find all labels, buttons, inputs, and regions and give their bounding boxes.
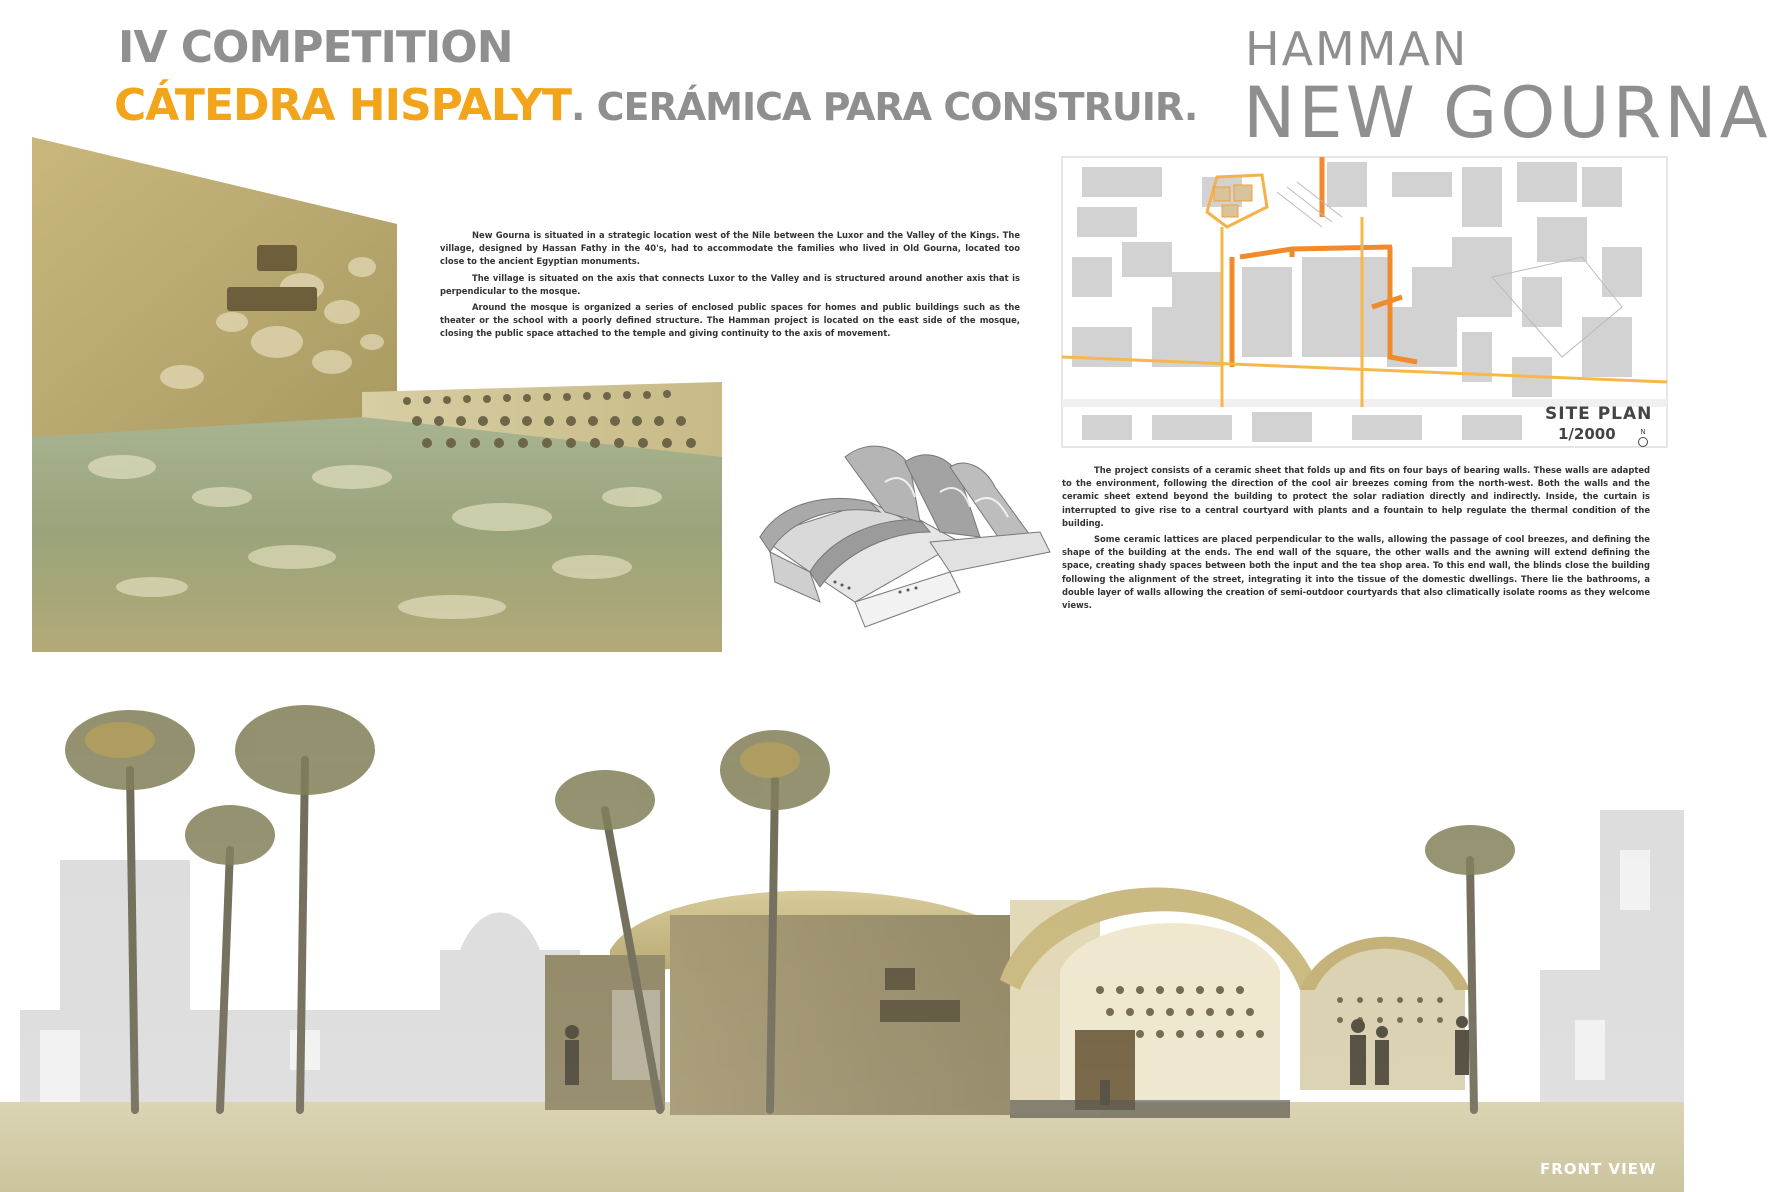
front-view-render — [0, 690, 1684, 1192]
intro-text — [440, 229, 1020, 344]
project-paragraph: Some ceramic lattices are placed perpendicular to the walls, allowing the passage of cool breezes, and defining the shape of the building at the ends. The end wall of the square, the other walls and the awning will extend defining the space, creating shady spaces between both the input and the tea shop area. To this end wall, the blinds close the building following the alignment of the street, integrating it into the tissue of the domestic dwellings. There lie the bathrooms, a double layer of walls allowing the creation of semi-outdoor courtyards that also climatically isolate rooms as they welcome views. — [1062, 534, 1650, 611]
north-label: N — [1640, 428, 1646, 436]
project-description — [1062, 464, 1650, 615]
project-title-line2: NEW GOURNA — [1243, 72, 1771, 154]
interior-pool-render — [32, 137, 722, 652]
north-arrow-icon — [1636, 428, 1650, 450]
site-plan-scale: 1/2000 — [1558, 425, 1616, 443]
axonometric-model — [750, 442, 1050, 632]
project-title-line1: HAMMAN — [1245, 22, 1469, 76]
competition-title: IV COMPETITION — [118, 22, 513, 73]
chair-title — [114, 80, 1197, 131]
intro-paragraph: The village is situated on the axis that connects Luxor to the Valley and is structured around another axis that is perpendicular to the mosque. — [440, 272, 1020, 296]
site-plan-label: SITE PLAN — [1545, 404, 1653, 424]
chair-name: CÁTEDRA HISPALYT — [114, 80, 571, 131]
chair-subtitle: . CERÁMICA PARA CONSTRUIR. — [570, 85, 1198, 129]
front-view-label: FRONT VIEW — [1540, 1160, 1657, 1178]
intro-paragraph: Around the mosque is organized a series of enclosed public spaces for homes and public buildings such as the theater or the school with a poorly defined structure. The Hamman project is located on the east side of the mosque, closing the public space attached to the temple and giving continuity to the axis of movement. — [440, 302, 1020, 339]
intro-paragraph: New Gourna is situated in a strategic location west of the Nile between the Luxor and the Valley of the Kings. The village, designed by Hassan Fathy in the 40's, had to accommodate the families who lived in Old Gourna, located too close to the ancient Egyptian monuments. — [440, 230, 1020, 267]
project-paragraph: The project consists of a ceramic sheet that folds up and fits on four bays of bearing walls. These walls are adapted to the environment, following the direction of the cool air breezes coming from the north-west. Both the walls and the ceramic sheet extend beyond the building to protect the solar radiation directly and indirectly. Inside, the curtain is interrupted to give rise to a central courtyard with plants and a fountain to help regulate the thermal condition of the building. — [1062, 465, 1650, 528]
